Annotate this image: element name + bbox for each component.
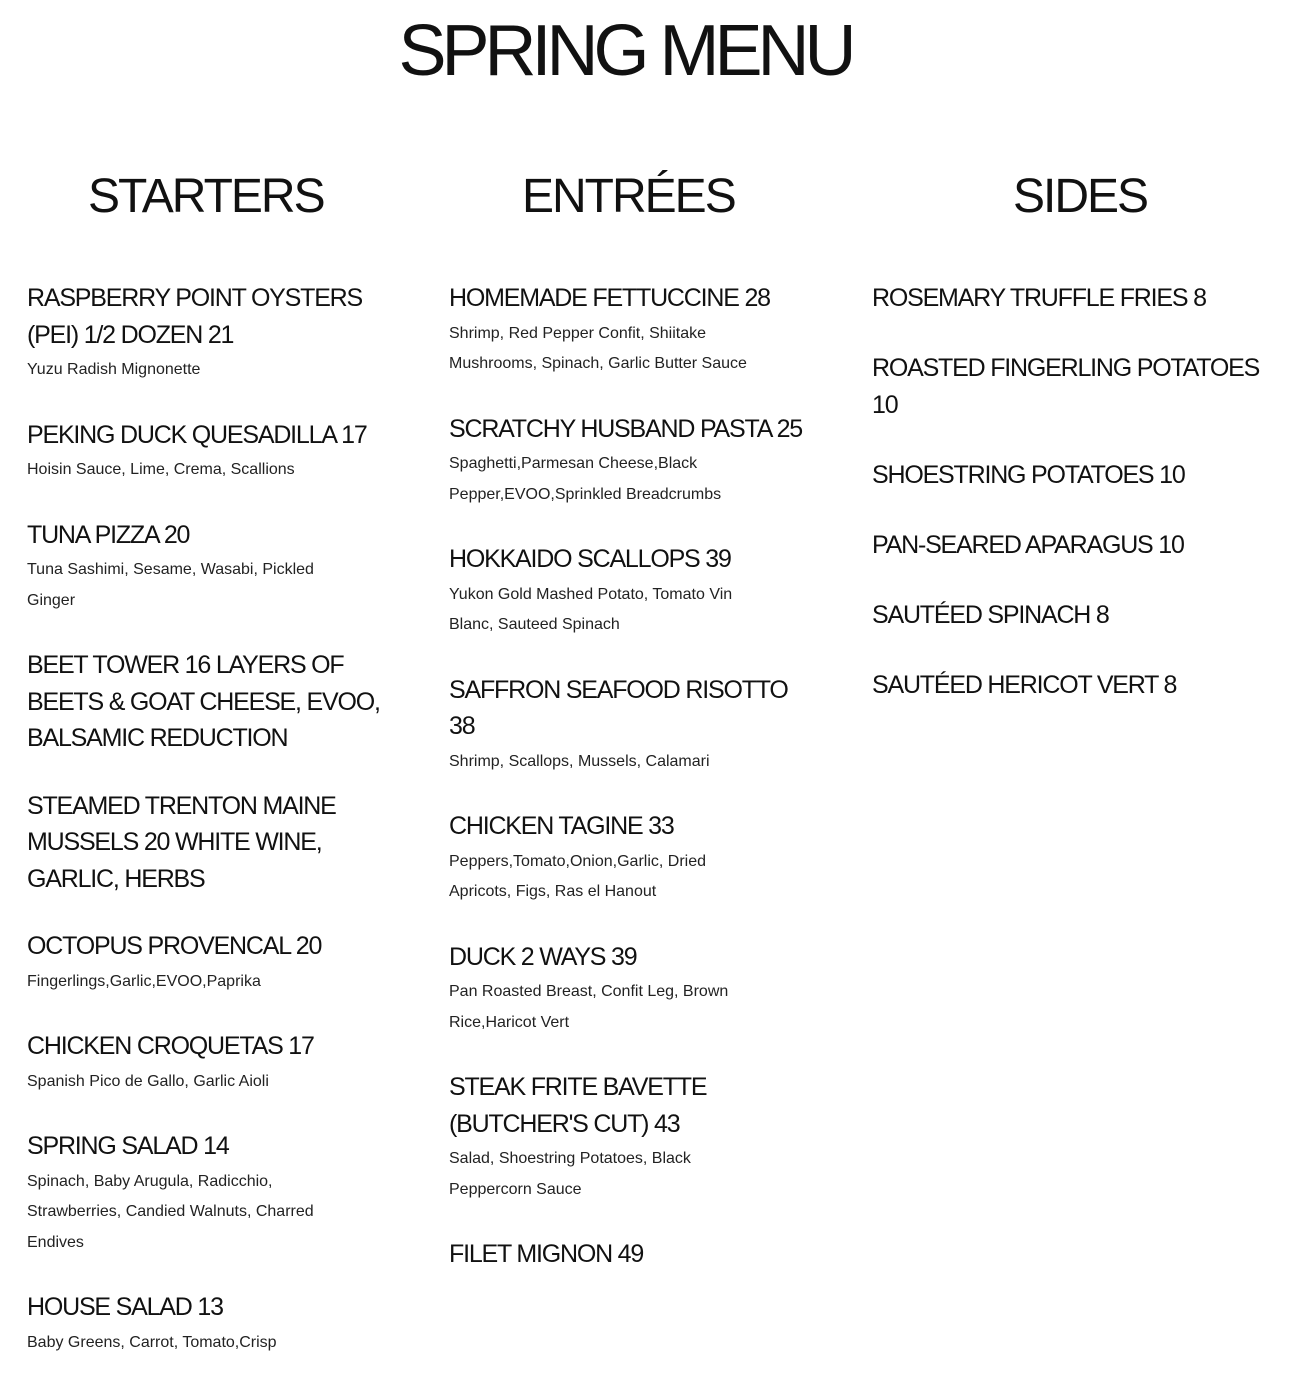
item-name: PAN-SEARED APARAGUS 10 [872, 530, 1184, 559]
menu-item [872, 457, 1272, 494]
item-description: Spaghetti,Parmesan Cheese,Black Pepper,EVOO,Sprinkled Breadcrumbs [449, 455, 722, 503]
menu-item [27, 647, 382, 757]
item-name: CHICKEN TAGINE 33 [449, 812, 674, 840]
menu-item [27, 1289, 382, 1358]
item-name: ROSEMARY TRUFFLE FRIES 8 [872, 284, 1206, 312]
item-name: TUNA PIZZA 20 [27, 520, 190, 549]
item-description: Hoisin Sauce, Lime, Crema, Scallions [27, 461, 295, 478]
menu-item [449, 1069, 804, 1205]
item-name: STEAMED TRENTON MAINE MUSSELS 20 WHITE WINE, GARLIC, HERBS [27, 791, 336, 893]
item-description: Spinach, Baby Arugula, Radicchio, Strawberries, Candied Walnuts, Charred Endives [27, 1172, 314, 1251]
item-name: PEKING DUCK QUESADILLA 17 [27, 420, 367, 449]
item-name: OCTOPUS PROVENCAL 20 [27, 932, 322, 960]
item-name: SCRATCHY HUSBAND PASTA 25 [449, 414, 802, 443]
item-name: SHOESTRING POTATOES 10 [872, 460, 1185, 489]
menu-item [449, 541, 804, 641]
sides-heading: SIDES [1013, 170, 1148, 223]
entrees-heading: ENTRÉES [522, 170, 735, 223]
menu-item [27, 788, 382, 898]
menu-item [872, 527, 1272, 564]
item-name: HOKKAIDO SCALLOPS 39 [449, 545, 731, 573]
menu-item [27, 928, 382, 997]
menu-item [27, 517, 382, 617]
starters-heading: STARTERS [88, 170, 324, 223]
menu-item [449, 672, 804, 778]
item-name: HOUSE SALAD 13 [27, 1293, 223, 1321]
item-name: RASPBERRY POINT OYSTERS (PEI) 1/2 DOZEN 21 [27, 284, 363, 349]
entrees-list [449, 280, 804, 1304]
item-description: Fingerlings,Garlic,EVOO,Paprika [27, 972, 261, 990]
menu-item [449, 411, 804, 511]
item-name: FILET MIGNON 49 [449, 1240, 644, 1268]
item-name: BEET TOWER 16 LAYERS OF BEETS & GOAT CHEESE, EVOO, BALSAMIC REDUCTION [27, 651, 380, 752]
item-description: Baby Greens, Carrot, Tomato,Crisp [27, 1333, 277, 1351]
menu-item [872, 350, 1272, 423]
menu-item [27, 280, 382, 386]
item-description: Salad, Shoestring Potatoes, Black Peppercorn Sauce [449, 1150, 691, 1198]
item-name: DUCK 2 WAYS 39 [449, 942, 637, 971]
sides-list [872, 280, 1272, 737]
item-description: Pan Roasted Breast, Confit Leg, Brown Rice,Haricot Vert [449, 983, 729, 1031]
page-title: SPRING MENU [398, 11, 852, 91]
starters-list [27, 280, 382, 1389]
item-name: SAFFRON SEAFOOD RISOTTO 38 [449, 675, 788, 740]
menu-item [449, 808, 804, 908]
menu-item [872, 597, 1272, 634]
menu-item [872, 667, 1272, 704]
item-name: STEAK FRITE BAVETTE (BUTCHER'S CUT) 43 [449, 1073, 707, 1138]
menu-item [872, 280, 1272, 317]
item-name: ROASTED FINGERLING POTATOES 10 [872, 354, 1260, 419]
item-name: SAUTÉED SPINACH 8 [872, 600, 1109, 629]
item-name: HOMEMADE FETTUCCINE 28 [449, 284, 770, 312]
item-name: CHICKEN CROQUETAS 17 [27, 1032, 314, 1060]
item-description: Peppers,Tomato,Onion,Garlic, Dried Apricots, Figs, Ras el Hanout [449, 852, 706, 900]
item-description: Shrimp, Red Pepper Confit, Shiitake Mushrooms, Spinach, Garlic Butter Sauce [449, 324, 747, 372]
item-name: SAUTÉED HERICOT VERT 8 [872, 670, 1177, 699]
item-description: Yuzu Radish Mignonette [27, 361, 201, 378]
item-description: Spanish Pico de Gallo, Garlic Aioli [27, 1072, 269, 1090]
item-name: SPRING SALAD 14 [27, 1132, 229, 1160]
menu-item [449, 280, 804, 380]
menu-item [449, 1236, 804, 1273]
menu-item [27, 417, 382, 486]
item-description: Shrimp, Scallops, Mussels, Calamari [449, 752, 710, 770]
item-description: Yukon Gold Mashed Potato, Tomato Vin Blanc, Sauteed Spinach [449, 585, 733, 633]
item-description: Tuna Sashimi, Sesame, Wasabi, Pickled Ginger [27, 561, 314, 609]
menu-item [27, 1128, 382, 1258]
menu-item [27, 1028, 382, 1097]
menu-item [449, 939, 804, 1039]
